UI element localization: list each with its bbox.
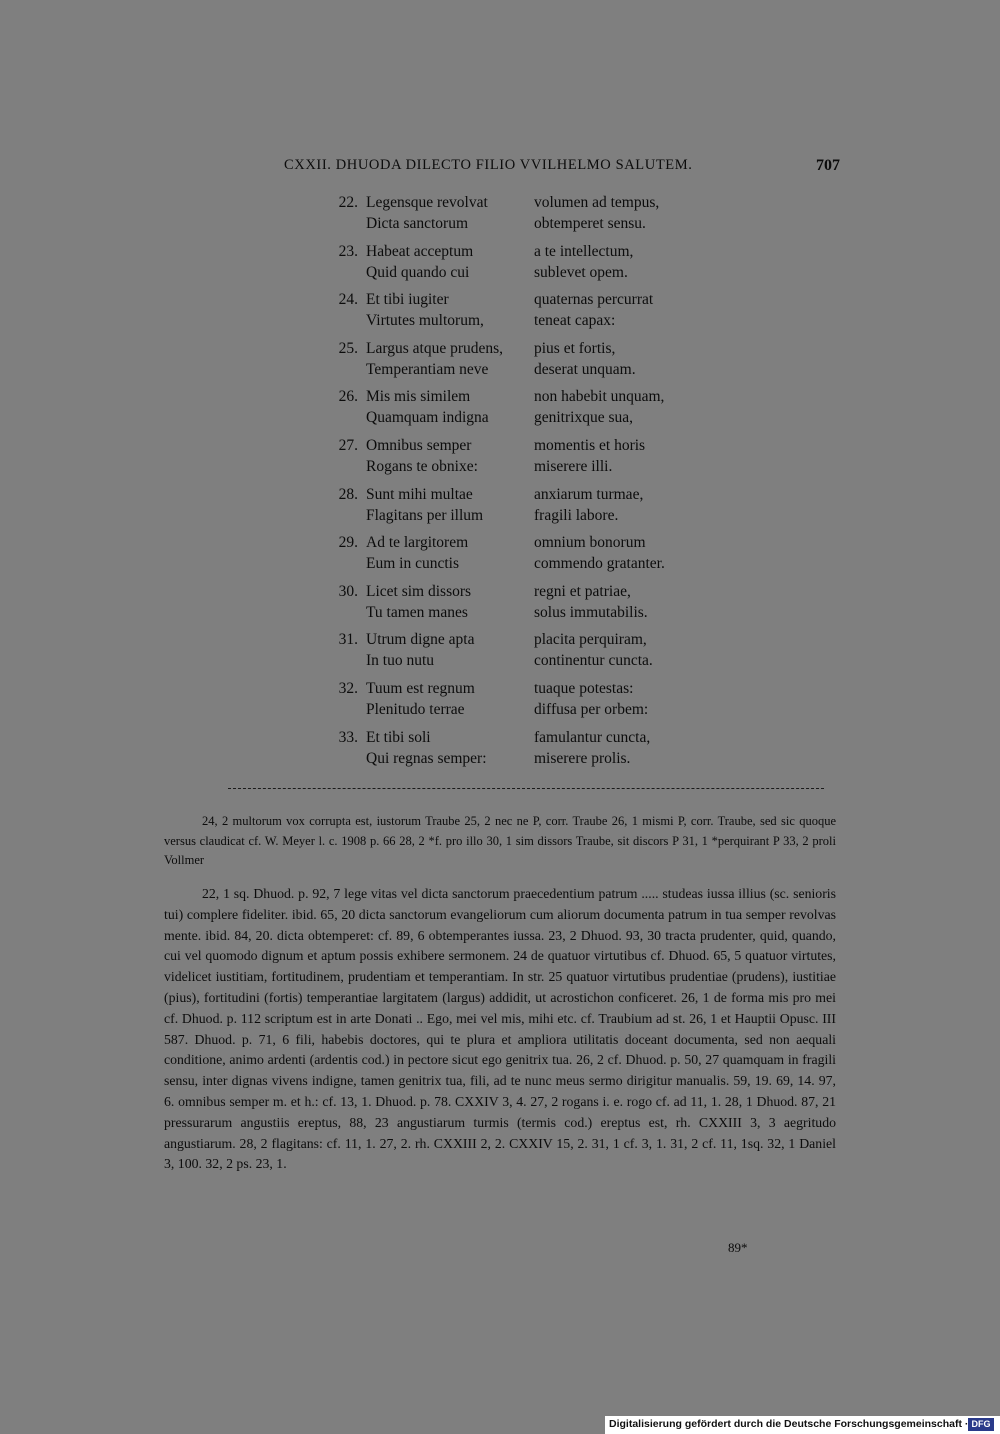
verse-line: pius et fortis,	[534, 339, 616, 357]
verse-line: volumen ad tempus,	[534, 194, 660, 211]
stanza-number: 23.	[338, 242, 358, 260]
stanza-number: 31.	[338, 631, 358, 649]
stanza-number: 30.	[338, 582, 358, 600]
verse-line: diffusa per orbem:	[534, 700, 649, 718]
stanza	[318, 678, 718, 727]
commentary-notes	[164, 884, 836, 1175]
verse-line: Omnibus semper	[366, 436, 472, 454]
verse-line: teneat capax:	[534, 312, 616, 330]
sheet-signature: 89*	[728, 1240, 748, 1255]
stanza-number: 29.	[338, 534, 358, 552]
verse-line: Utrum digne apta	[366, 631, 475, 649]
stanza	[318, 435, 718, 484]
verse-line: Sunt mihi multae	[366, 485, 473, 503]
verse-line: In tuo nutu	[366, 652, 435, 670]
verse-line: Legensque revolvat	[366, 194, 488, 211]
verse-line: a te intellectum,	[534, 242, 634, 260]
stanza	[318, 338, 718, 387]
verse-line: non habebit unquam,	[534, 388, 665, 406]
poem-stanzas	[318, 192, 718, 775]
verse-line: Quamquam indigna	[366, 409, 489, 427]
verse-line: Rogans te obnixe:	[366, 457, 478, 475]
critical-apparatus	[164, 812, 836, 871]
verse-line: Eum in cunctis	[366, 555, 459, 573]
verse-line: Et tibi soli	[366, 728, 431, 746]
running-head: CXXII. DHUODA DILECTO FILIO VVILHELMO SALUTEM.	[284, 157, 693, 173]
verse-line: miserere illi.	[534, 457, 613, 475]
verse-line: Largus atque prudens,	[366, 339, 504, 357]
verse-line: Dicta sanctorum	[366, 215, 469, 232]
verse-line: Et tibi iugiter	[366, 291, 449, 309]
stanza	[318, 532, 718, 581]
page-header	[284, 157, 840, 179]
stanza	[318, 386, 718, 435]
text-divider	[228, 788, 824, 789]
verse-line: tuaque potestas:	[534, 679, 634, 697]
stanza-number: 26.	[338, 388, 358, 406]
verse-line: miserere prolis.	[534, 749, 631, 767]
stanza	[318, 241, 718, 290]
stanza-number: 25.	[338, 339, 358, 357]
stanza-number: 32.	[338, 679, 358, 697]
stanza	[318, 192, 718, 241]
stanza-number: 24.	[338, 291, 358, 309]
verse-line: quaternas percurrat	[534, 291, 654, 309]
stanza-number: 28.	[338, 485, 358, 503]
verse-line: continentur cuncta.	[534, 652, 653, 670]
verse-line: placita perquiram,	[534, 631, 647, 649]
verse-line: commendo gratanter.	[534, 555, 665, 573]
verse-line: fragili labore.	[534, 506, 619, 524]
page-number: 707	[816, 157, 840, 174]
dfg-logo: DFG	[968, 1418, 994, 1431]
stanza-number: 22.	[338, 194, 358, 211]
verse-line: genitrixque sua,	[534, 409, 634, 427]
stanza	[318, 484, 718, 533]
verse-line: sublevet opem.	[534, 263, 628, 281]
verse-line: regni et patriae,	[534, 582, 631, 600]
verse-line: Quid quando cui	[366, 263, 470, 281]
verse-line: obtemperet sensu.	[534, 215, 646, 232]
stanza-number: 33.	[338, 728, 358, 746]
verse-line: Tu tamen manes	[366, 603, 468, 621]
verse-line: solus immutabilis.	[534, 603, 648, 621]
verse-line: momentis et horis	[534, 436, 646, 454]
stanza	[318, 289, 718, 338]
funding-banner	[605, 1416, 1000, 1434]
verse-line: Temperantiam neve	[366, 360, 489, 378]
stanza	[318, 629, 718, 678]
verse-line: Tuum est regnum	[366, 679, 475, 697]
stanza	[318, 581, 718, 630]
verse-line: Mis mis similem	[366, 388, 471, 406]
verse-line: Habeat acceptum	[366, 242, 474, 260]
verse-line: famulantur cuncta,	[534, 728, 651, 746]
verse-line: Virtutes multorum,	[366, 312, 484, 330]
verse-line: anxiarum turmae,	[534, 485, 644, 503]
verse-line: Licet sim dissors	[366, 582, 472, 600]
verse-line: Plenitudo terrae	[366, 700, 465, 718]
funding-text: Digitalisierung gefördert durch die Deutsche Forschungsgemeinschaft ·	[609, 1418, 969, 1430]
stanza	[318, 727, 718, 776]
verse-line: Ad te largitorem	[366, 534, 469, 552]
verse-line: omnium bonorum	[534, 534, 646, 552]
commentary-text: 22, 1 sq. Dhuod. p. 92, 7 lege vitas vel dicta sanctorum praecedentium patrum ..... studeas iussa illius (sc. senioris tui) complere fideliter. ibid. 65, 20 dicta sanctorum evangeliorum cum aliorum documenta patrum in tua semper revolvas mente. ibid. 84, 20. dicta obtemperet: cf. 89, 6 obtemperantes iussa. 23, 2 Dhuod. 93, 30 tracta prudenter, quid, quando, cui vel quomodo dignum et aptum possis exhibere sermonem. 24 de quatuor virtutibus cf. Dhuod. 65, 5 quatuor virtutes, videlicet iustitiam, fortitudinem, prudentiam et temperantiam. In str. 25 quatuor virtutibus prudentiae (prudens), iustitiae (pius), fortitudini (fortis) temperantiae largitatem (largus) addidit, ut acrostichon conficeret. 26, 1 de forma mis pro mei cf. Dhuod. p. 112 scriptum est in arte Donati .. Ego, mei vel mis, mihi etc. cf. Traubium ad st. 26, 1 et Hauptii Opusc. III 587. Dhuod. p. 71, 6 fili, habebis doctores, qui te plura et ampliora utilitatis doceant documenta, sed non aequali conditione, animo ardenti (ardentis cod.) in pectore sicut ego genitrix tua. 26, 2 cf. Dhuod. p. 50, 27 quamquam in fragili sensu, inter dignas vivens indigne, tamen genitrix tua, fili, ad te nunc meus sermo dirigitur manualis. 59, 19. 69, 14. 97, 6. omnibus semper m. et h.: cf. 13, 1. Dhuod. p. 78. CXXIV 3, 4. 27, 2 rogans i. e. rogo cf. ad 11, 1. 28, 1 Dhuod. 87, 21 pressurarum angustiis ereptus, 88, 23 angustiarum turmis (termis cod.) ereptus est, rh. CXXIII 3, 3 aegritudo angustiarum. 28, 2 flagitans: cf. 11, 1. 27, 2. rh. CXXIII 2, 2. CXXIV 15, 2. 31, 1 cf. 3, 1. 31, 2 cf. 11, 1sq. 32, 1 Daniel 3, 100. 32, 2 ps. 23, 1.	[164, 886, 836, 1172]
stanza-number: 27.	[338, 436, 358, 454]
verse-line: deserat unquam.	[534, 360, 636, 378]
apparatus-text: 24, 2 multorum vox corrupta est, iustorum Traube 25, 2 nec ne P, corr. Traube 26, 1 mismi P, corr. Traube, sed sic quoque versus claudicat cf. W. Meyer l. c. 1908 p. 66 28, 2 *f. pro illo 30, 1 sim dissors Traube, sit discors P 31, 1 *perquirant P 33, 2 proli Vollmer	[164, 814, 836, 867]
verse-line: Flagitans per illum	[366, 506, 484, 524]
verse-line: Qui regnas semper:	[366, 749, 487, 767]
